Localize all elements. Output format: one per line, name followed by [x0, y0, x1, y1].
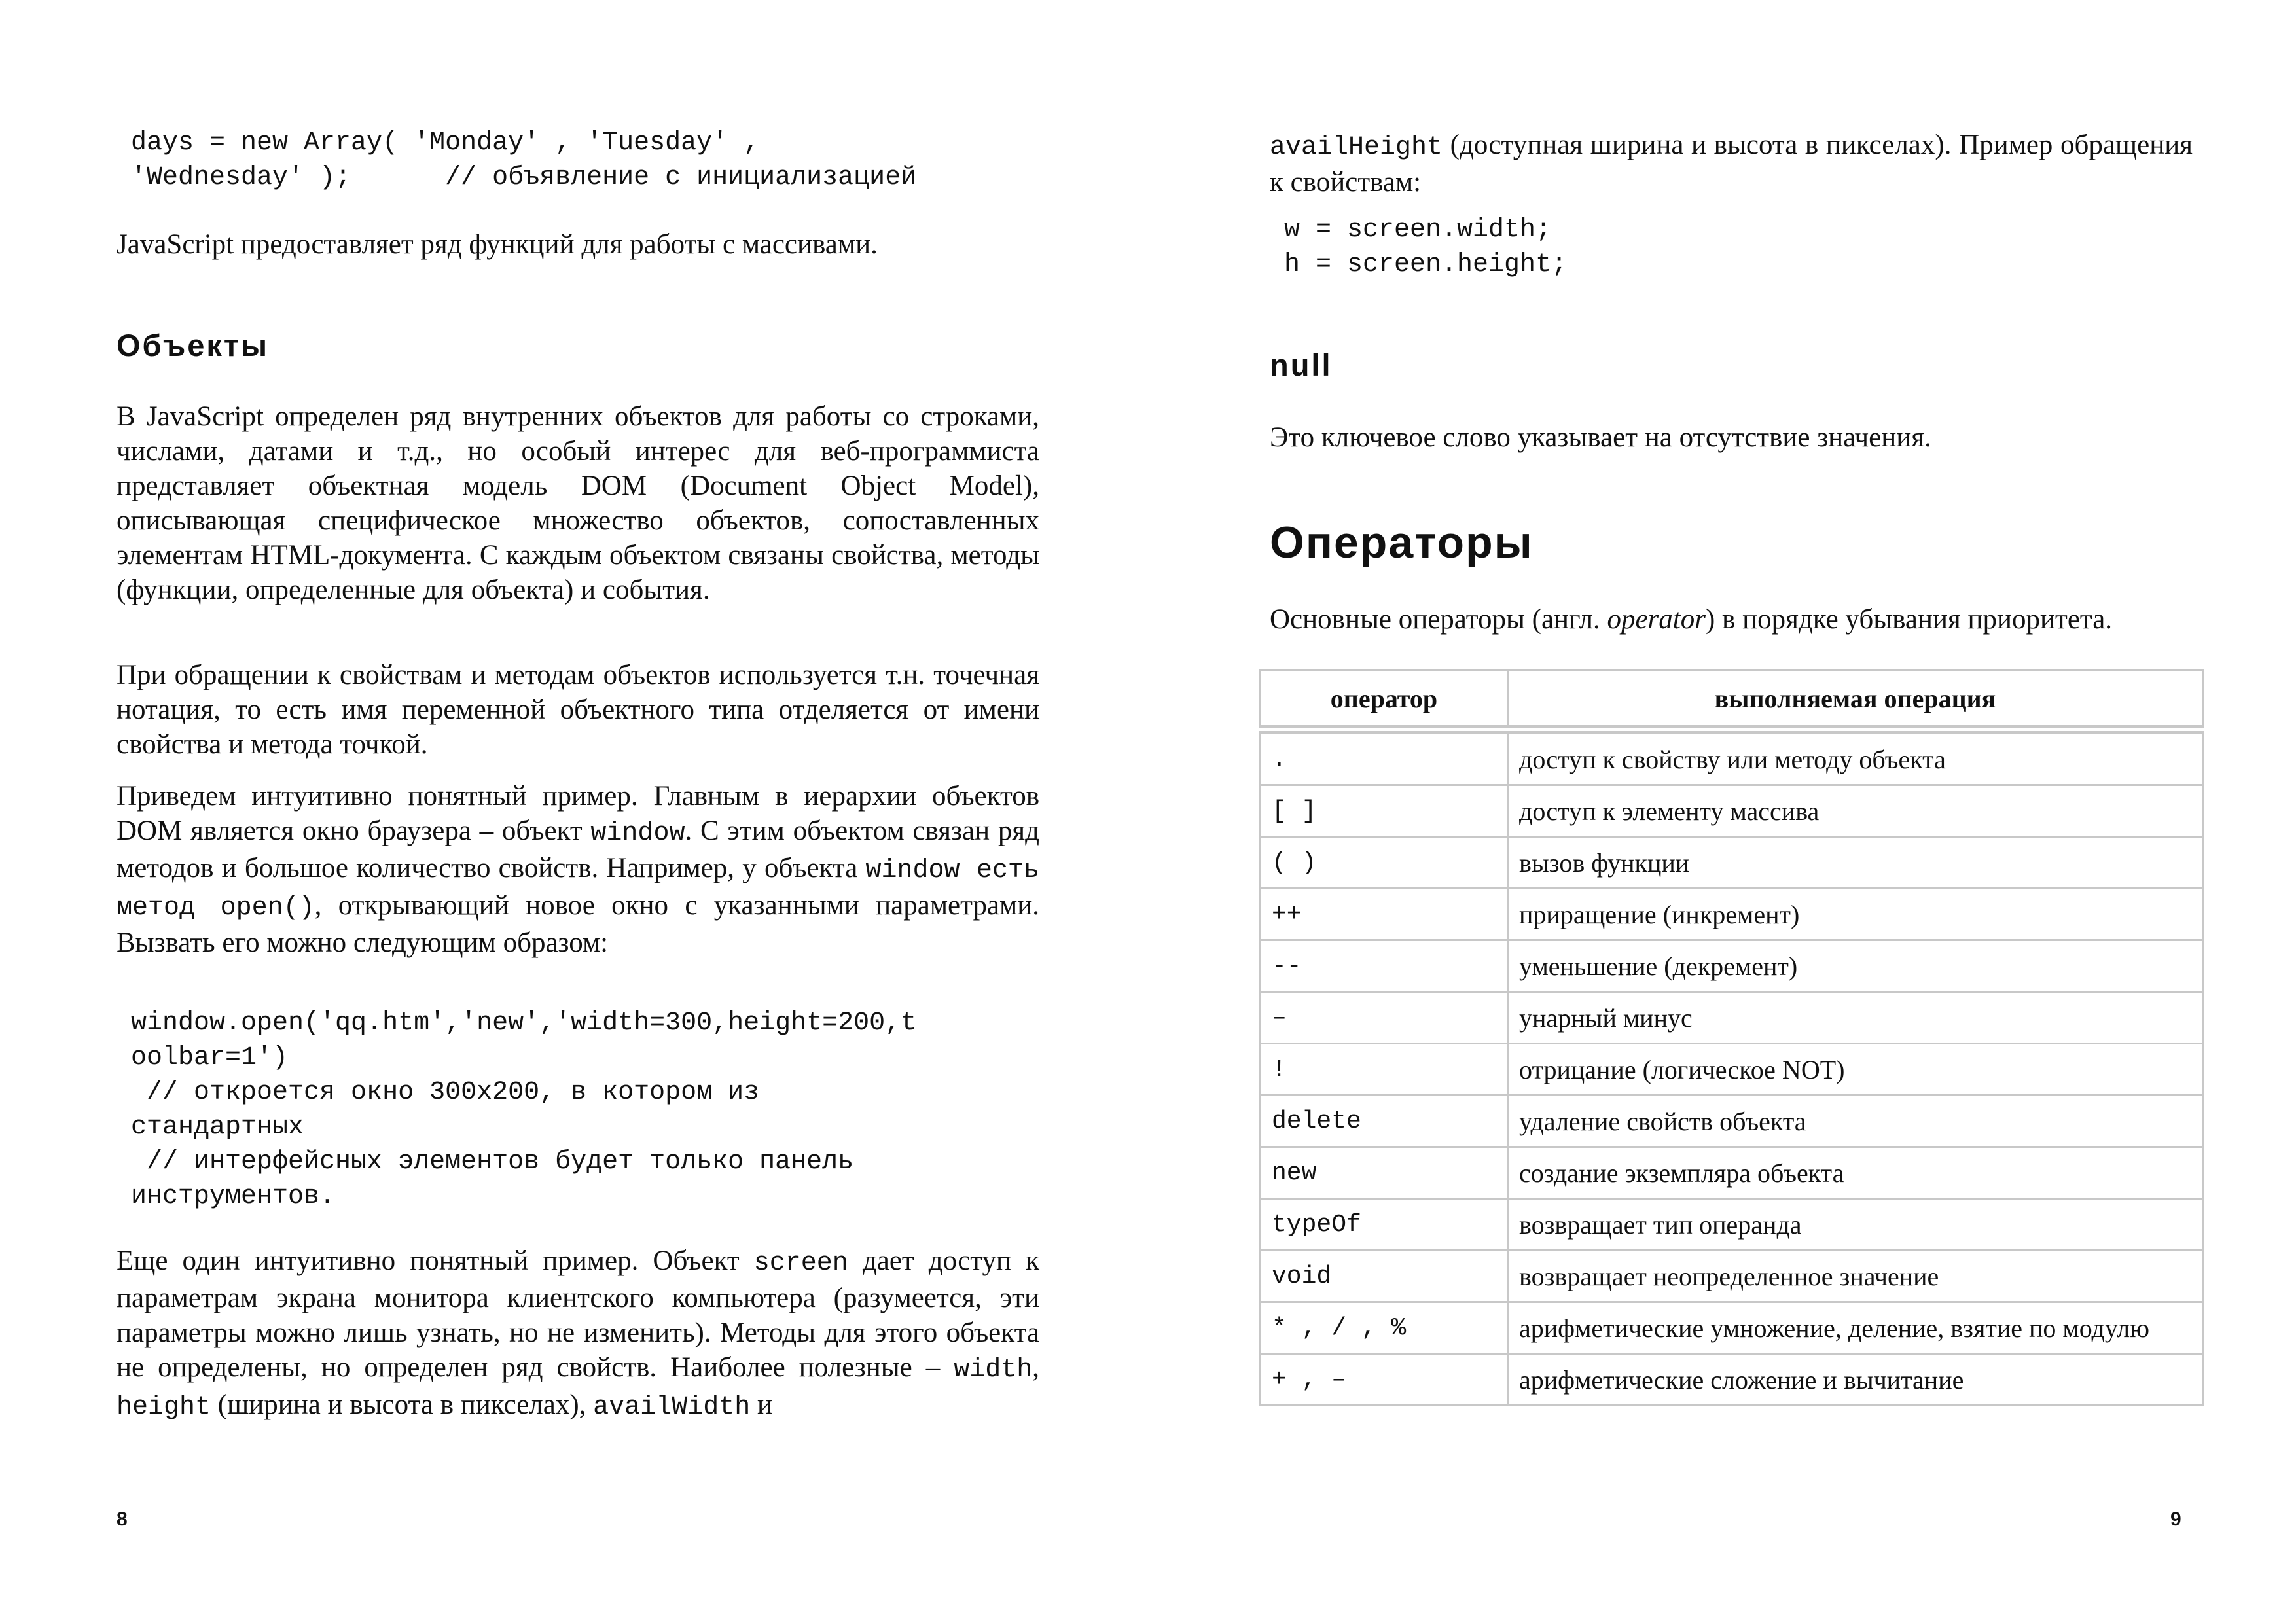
table-row [1261, 785, 2203, 837]
operation-cell: приращение (инкремент) [1508, 889, 2203, 940]
operation-cell: удаление свойств объекта [1508, 1096, 2203, 1147]
operation-cell: арифметические умножение, деление, взятие по модулю [1508, 1302, 2203, 1354]
operation-cell: доступ к свойству или методу объекта [1508, 730, 2203, 785]
table-row [1261, 889, 2203, 940]
operator-cell: [ ] [1261, 785, 1508, 837]
page-number-left: 8 [117, 1508, 128, 1530]
table-row [1261, 1096, 2203, 1147]
right-page [1148, 0, 2296, 1623]
operator-cell: typeOf [1261, 1199, 1508, 1251]
heading-operators: Операторы [1270, 518, 1534, 567]
table-row [1261, 1251, 2203, 1302]
operator-cell: ++ [1261, 889, 1508, 940]
paragraph-operators [1270, 602, 2212, 637]
operation-cell: возвращает неопределенное значение [1508, 1251, 2203, 1302]
code-block-window-open: window.open('qq.htm','new','width=300,height=200,t oolbar=1') // откроется окно 300x200, в котором из стандартных // интерфейсных элементов будет только панель инструментов. [131, 1008, 917, 1211]
heading-objects: Объекты [117, 328, 270, 363]
heading-null: null [1270, 348, 1333, 382]
paragraph-objects-intro: В JavaScript определен ряд внутренних объектов для работы со строками, числами, датами и т.д., но особый интерес для веб-программиста представляет объектная модель DOM (Document Object Model), описывающая специфическое множество объектов, сопоставленных элементам HTML-документа. С каждым объектом связаны свойства, методы (функции, определенные для объекта) и события. [117, 401, 1039, 605]
operator-cell: -- [1261, 940, 1508, 992]
text-run: Основные операторы (англ. [1270, 604, 1607, 635]
operator-cell: * , / , % [1261, 1302, 1508, 1354]
text-run: Еще один интуитивно понятный пример. Объект [117, 1245, 754, 1276]
operator-cell: ( ) [1261, 837, 1508, 889]
text-run: и [750, 1389, 772, 1420]
inline-code-availheight: availHeight [1270, 133, 1443, 162]
paragraph-availheight [1270, 128, 2193, 200]
code-block-screen: w = screen.width; h = screen.height; [1284, 215, 1568, 279]
inline-code-height: height [117, 1393, 211, 1422]
inline-code-width: width [954, 1355, 1033, 1385]
operator-cell: + , – [1261, 1354, 1508, 1406]
inline-code-open: window есть метод open() [117, 856, 1039, 923]
paragraph-screen-example [117, 1243, 1039, 1425]
operator-cell: ! [1261, 1044, 1508, 1096]
column-header-operator: оператор [1261, 671, 1508, 730]
operator-cell: void [1261, 1251, 1508, 1302]
text-run: . С этим объектом связан ряд методов и большое количество свойств. Например, у объекта [117, 815, 1039, 883]
table-row [1261, 1302, 2203, 1354]
table-row [1261, 940, 2203, 992]
page-number-right: 9 [2170, 1508, 2181, 1530]
table-row [1261, 992, 2203, 1044]
inline-code-availwidth: availWidth [593, 1393, 751, 1422]
inline-code-window: window [590, 819, 685, 848]
operation-cell: арифметические сложение и вычитание [1508, 1354, 2203, 1406]
operator-cell: delete [1261, 1096, 1508, 1147]
operator-cell: . [1261, 730, 1508, 785]
column-header-operation: выполняемая операция [1508, 671, 2203, 730]
operation-cell: унарный минус [1508, 992, 2203, 1044]
operator-cell: new [1261, 1147, 1508, 1199]
operation-cell: возвращает тип операнда [1508, 1199, 2203, 1251]
code-block-days-array: days = new Array( 'Monday' , 'Tuesday' , 'Wednesday' ); // объявление с инициализацией [131, 128, 917, 192]
operation-cell: создание экземпляра объекта [1508, 1147, 2203, 1199]
table-row [1261, 1147, 2203, 1199]
inline-code-screen: screen [753, 1249, 848, 1278]
paragraph-dot-notation: При обращении к свойствам и методам объектов используется т.н. точечная нотация, то есть имя переменной объектного типа отделяется от имени свойства и метода точкой. [117, 660, 1039, 760]
table-row [1261, 1044, 2203, 1096]
text-run: дает доступ к параметрам экрана монитора клиентского компьютера (разумеется, эти параметры можно лишь узнать, но не изменить). Методы для этого объекта не определены, но определен ряд свойств. Наиболее полезные – [117, 1245, 1039, 1383]
table-row [1261, 1199, 2203, 1251]
operation-cell: доступ к элементу массива [1508, 785, 2203, 837]
operators-table [1259, 669, 2204, 1406]
emphasis-operator: operator [1607, 604, 1706, 635]
text-run: , [1032, 1352, 1039, 1383]
table-row [1261, 730, 2203, 785]
table-row [1261, 837, 2203, 889]
paragraph-js-array-functions: JavaScript предоставляет ряд функций для работы с массивами. [117, 229, 878, 260]
operator-cell: – [1261, 992, 1508, 1044]
operation-cell: вызов функции [1508, 837, 2203, 889]
paragraph-window-example [117, 779, 1039, 960]
text-run: (ширина и высота в пикселах), [211, 1389, 594, 1420]
operation-cell: уменьшение (декремент) [1508, 940, 2203, 992]
operation-cell: отрицание (логическое NOT) [1508, 1044, 2203, 1096]
table-header-row [1261, 671, 2203, 730]
table-row [1261, 1354, 2203, 1406]
text-run: ) в порядке убывания приоритета. [1705, 604, 2113, 635]
text-run: (доступная ширина и высота в пикселах). Пример обращения к свойствам: [1270, 130, 2193, 198]
text-run: Приведем интуитивно понятный пример. Главным в иерархии объектов DOM является окно браузера – объект [117, 781, 1039, 846]
text-run: , открывающий новое окно с указанными параметрами. Вызвать его можно следующим образом: [117, 890, 1040, 958]
paragraph-null: Это ключевое слово указывает на отсутствие значения. [1270, 422, 1931, 453]
